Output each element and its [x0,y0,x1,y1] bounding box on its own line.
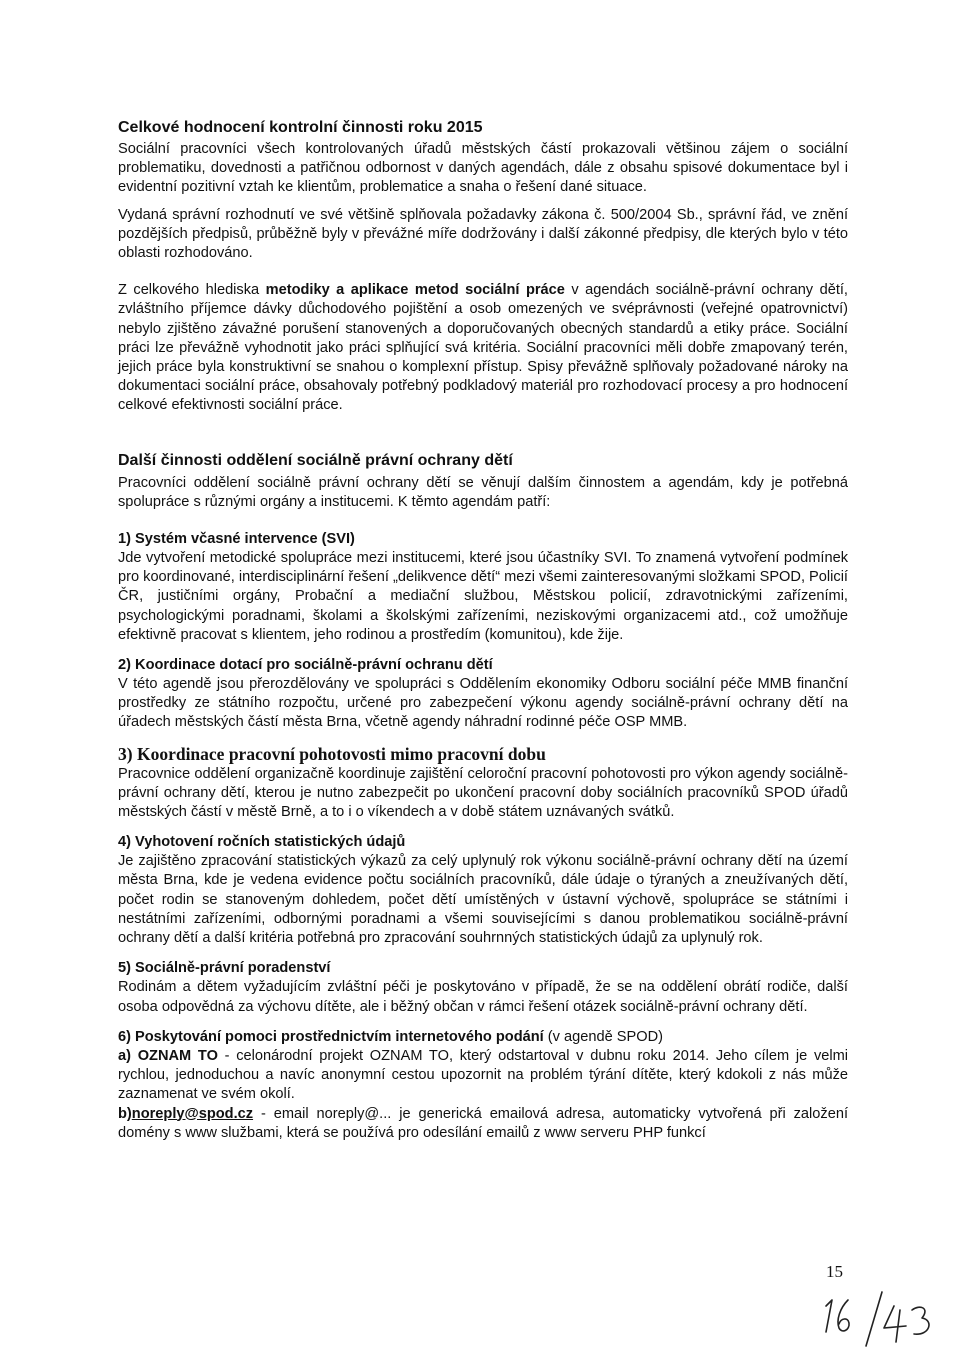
paragraph-item-2: V této agendě jsou přerozdělovány ve spolupráci s Oddělením ekonomiky Odboru sociální péče MMB finanční prostředky ze státního rozpočtu, určené pro zabezpečení výkonu agendy sociálně-právní ochrany dětí na úřadech městských částí města Brna, včetně agendy náhradní rodinné péče OSP MMB. [118,676,848,731]
page-number: 15 [826,1262,843,1281]
item-6a-text: - celonárodní projekt OZNAM TO, který odstartoval v dubnu roku 2014. Jeho cílem je velmi rychlou, jednoduchou a navíc anonymní cestou upozornit na problém týrání dítěte, který kdokoli z nás může zaznamenat ve svém okolí. [118,1047,848,1103]
heading-overall-evaluation: Celkové hodnocení kontrolní činnosti roku 2015 [118,119,483,136]
paragraph-other-activities: Pracovníci oddělení sociálně právní ochrany dětí se věnují dalším činnostem a agendám, kdy je potřebná spolupráce s různými orgány a institucemi. K těmto agendám patří: [118,474,848,510]
item-6b-text: - email noreply@... je generická emailová adresa, automaticky vytvořená při založení domény s www službami, která se používá pro odesílání emailů z www serveru PHP funkcí [118,1105,848,1141]
document-page [118,118,848,1143]
heading-item-4: 4) Vyhotovení ročních statistických údajů [118,834,406,851]
methodology-bold: metodiky a aplikace metod sociální práce [265,282,565,299]
paragraph-social-workers: Sociální pracovníci všech kontrolovaných úřadů městských částí prokazovali většinou zájem o sociální problematiku, dovednosti a patřičnou odbornost v daných agendách, dále z obsahu spisové dokumentace byl i evidentní pozitivní vztah ke klientům, problematice a snaha o řešení dané situace. [118,141,848,196]
heading-other-activities: Další činnosti oddělení sociálně právní ochrany dětí [118,451,513,469]
methodology-intro: Z celkového hlediska [118,282,266,299]
paragraph-item-5: Rodinám a dětem vyžadujícím zvláštní péči je poskytováno v případě, že se na oddělení obrátí rodiče, další osoba odpovědná za výchovu dítěte, ale i běžný občan v rámci řešení otázek sociálně-právní ochrany dětí. [118,979,848,1015]
paragraph-item-6a [118,1047,848,1105]
noreply-email-link[interactable]: noreply@spod.cz [131,1105,254,1122]
heading-item-5: 5) Sociálně-právní poradenství [118,960,331,977]
handwritten-page-count [812,1288,942,1348]
paragraph-item-4: Je zajištěno zpracování statistických výkazů za celý uplynulý rok výkonu sociálně-právní ochrany dětí na území města Brna, kde je vedena evidence počtu sociálních pracovníků, dále údaje o týraných a zneužívaných dětí, počet rodin se stanoveným dohledem, počet dětí umístěných v ústavní výchově, spolupráce se státními i nestátními zařízeními, odbornými poradnami a všemi souvisejícími s danou problematikou sociálně-právní ochrany dětí a další kritéria potřebná pro zpracování souhrnných statistických údajů za uplynulý rok. [118,853,848,947]
heading-item-1: 1) Systém včasné intervence (SVI) [118,531,355,548]
heading-item-6 [118,1028,848,1047]
paragraph-item-1: Jde vytvoření metodické spolupráce mezi institucemi, které jsou účastníky SVI. To znamená vytvoření podmínek pro koordinované, interdisciplinární řešení „delikvence dětí“ mezi všemi zainteresovanými složkami SPOD, Policií ČR, justičními orgány, Probační a mediační službou, Městskou policií, zdravotnickými zařízeními, psychologickými poradnami, školami a školskými zařízeními, neziskovými organizacemi atd., což umožňuje efektivně pracovat s klientem, jeho rodinou a prostředím (komunitou), kde žije. [118,550,848,643]
item-6a-label: a) OZNAM TO [118,1047,218,1064]
heading-item-6-suffix: (v agendě SPOD) [543,1028,663,1045]
heading-item-3: 3) Koordinace pracovní pohotovosti mimo pracovní dobu [118,743,546,764]
methodology-rest: v agendách sociálně-právní ochrany dětí, zvláštního příjemce dávky důchodového pojištění a osob omezených ve svéprávnosti (veřejné opatrovnictví) nebylo zjištěno závažné porušení stanovených a doporučovaných obecných standardů a etiky práce. Sociální práci lze převážně vyhodnotit jako práci splňující svá kritéria. Sociální pracovníci měli dobře zmapovaný terén, jejich práce byla konstruktivní se snahou o komplexní přístup. Spisy převážně splňovaly požadované nároky na dokumentaci sociální práce, obsahovaly potřebný podkladový materiál pro rozhodovací procesy a pro hodnocení celkové efektivnosti sociální práce. [118,282,848,414]
paragraph-administrative-decisions: Vydaná správní rozhodnutí ve své většině splňovala požadavky zákona č. 500/2004 Sb., správní řád, ve znění pozdějších předpisů, průběžně byly v převážné míře dodržovány i další zákonné předpisy, dle kterých bylo v této oblasti rozhodováno. [118,206,848,262]
item-6b-label: b) [118,1105,132,1122]
heading-item-6-bold: 6) Poskytování pomoci prostřednictvím internetového podání [118,1028,544,1045]
paragraph-item-3: Pracovnice oddělení organizačně koordinuje zajištění celoroční pracovní pohotovosti pro výkon agendy sociálně-právní ochrany dětí, kterou je nutno zabezpečit po ukončení pracovní doby sociálních pracovníků SPOD úřadů městských částí v městě Brně, a to i o víkendech a v době státem uznávaných svátků. [118,765,848,821]
paragraph-item-6b [118,1105,848,1143]
heading-item-2: 2) Koordinace dotací pro sociálně-právní ochranu dětí [118,657,493,674]
paragraph-methodology [118,281,848,415]
